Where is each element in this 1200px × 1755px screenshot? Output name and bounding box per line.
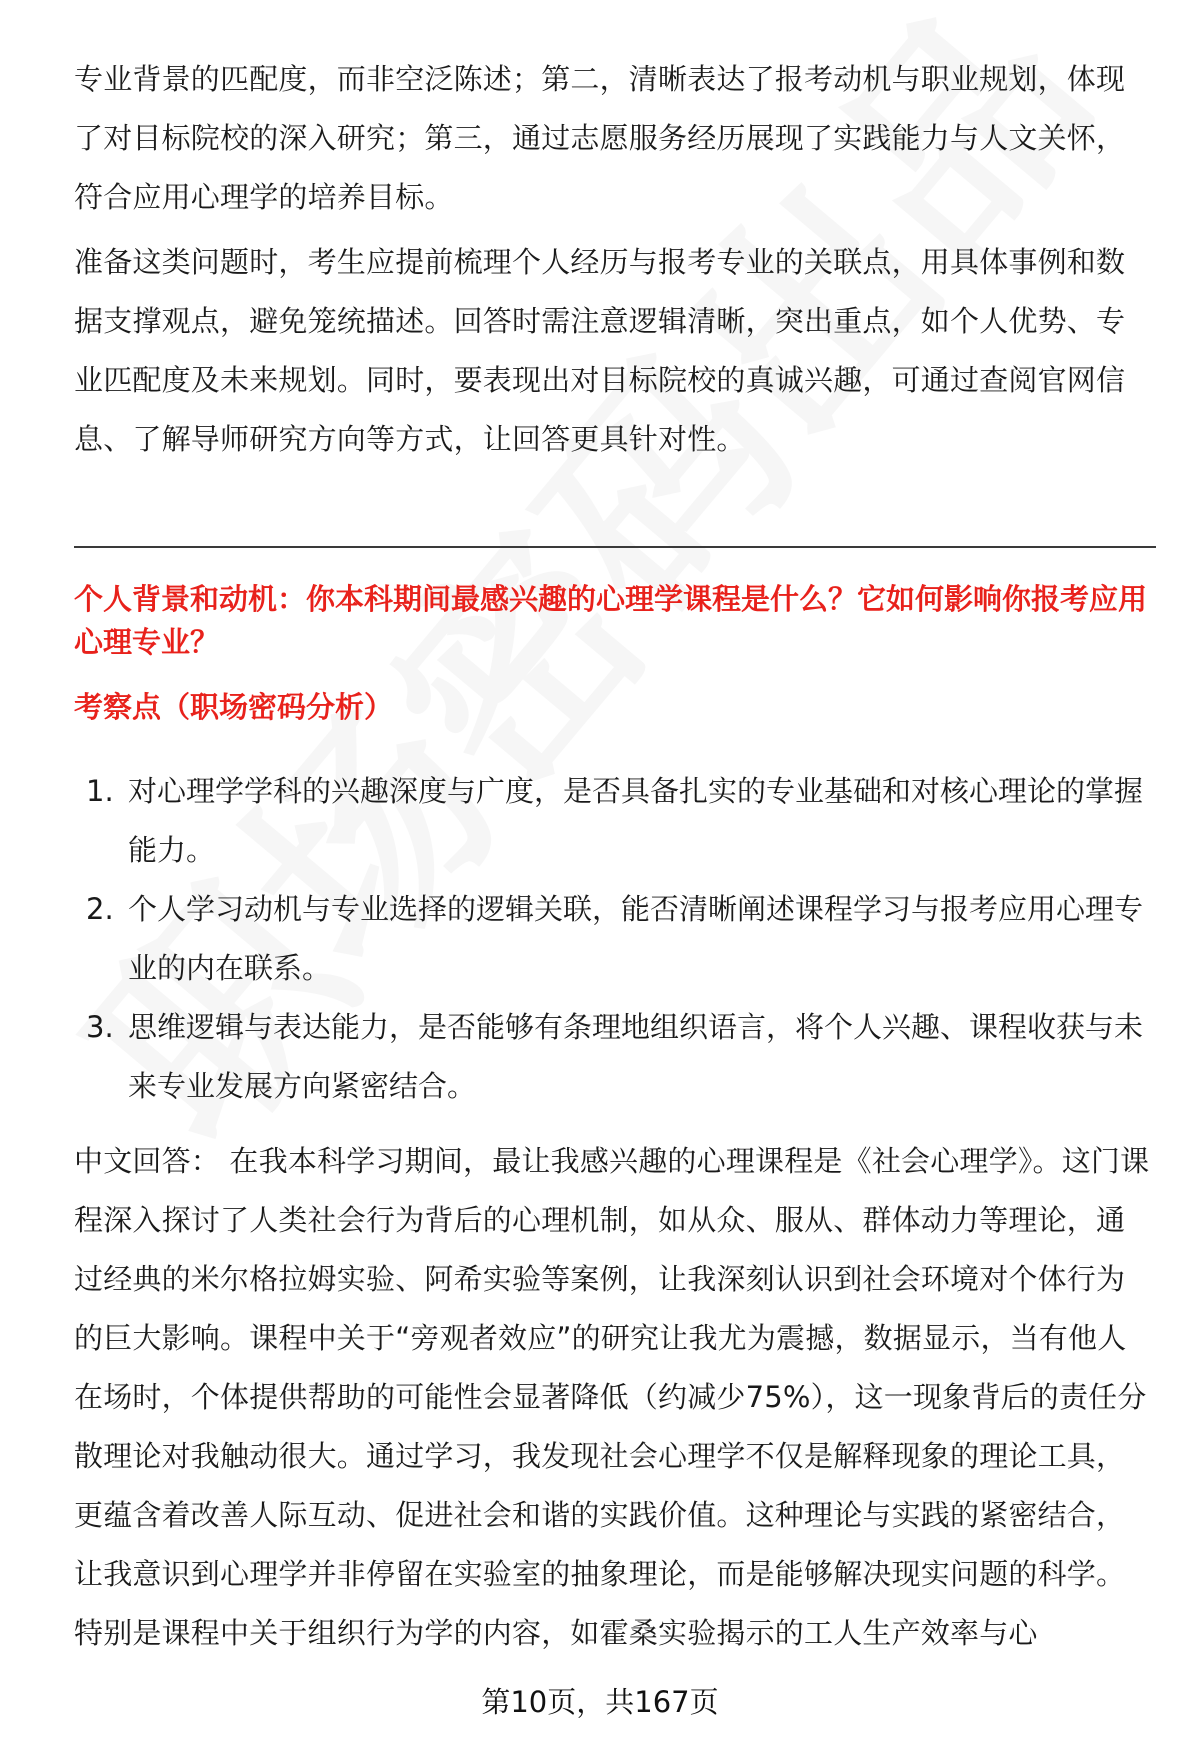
page-number-footer: 第10页，共167页	[481, 1685, 719, 1719]
section-divider	[74, 546, 1156, 548]
focus-heading: 考察点（职场密码分析）	[74, 690, 394, 724]
list-item-text: 思维逻辑与表达能力，是否能够有条理地组织语言，将个人兴趣、课程收获与未来专业发展方向紧密结合。	[128, 1010, 1144, 1103]
answer-paragraph: 中文回答： 在我本科学习期间，最让我感兴趣的心理课程是《社会心理学》。这门课程深入探讨了人类社会行为背后的心理机制，如从众、服从、群体动力等理论，通过经典的米尔格拉姆实验、阿希实验等案例，让我深刻认识到社会环境对个体行为的巨大影响。课程中关于“旁观者效应”的研究让我尤为震撼，数据显示，当有他人在场时，个体提供帮助的可能性会显著降低（约减少75%），这一现象背后的责任分散理论对我触动很大。通过学习，我发现社会心理学不仅是解释现象的理论工具，更蕴含着改善人际互动、促进社会和谐的实践价值。这种理论与实践的紧密结合，让我意识到心理学并非停留在实验室的抽象理论，而是能够解决现实问题的科学。特别是课程中关于组织行为学的内容，如霍桑实验揭示的工人生产效率与心	[74, 1144, 1150, 1650]
list-item	[74, 880, 1154, 998]
list-item-text: 对心理学学科的兴趣深度与广度，是否具备扎实的专业基础和对核心理论的掌握能力。	[128, 774, 1144, 867]
list-item	[74, 998, 1154, 1116]
paragraph-intro-continuation: 专业背景的匹配度，而非空泛陈述；第二，清晰表达了报考动机与职业规划，体现了对目标院校的深入研究；第三，通过志愿服务经历展现了实践能力与人文关怀，符合应用心理学的培养目标。	[74, 62, 1126, 214]
focus-points-list	[74, 762, 1154, 1116]
paragraph-preparation-advice: 准备这类问题时，考生应提前梳理个人经历与报考专业的关联点，用具体事例和数据支撑观点，避免笼统描述。回答时需注意逻辑清晰，突出重点，如个人优势、专业匹配度及未来规划。同时，要表现出对目标院校的真诚兴趣，可通过查阅官网信息、了解导师研究方向等方式，让回答更具针对性。	[74, 245, 1126, 456]
list-item	[74, 762, 1154, 880]
list-number: 1.	[86, 774, 114, 808]
list-number: 3.	[86, 1010, 114, 1044]
question-title: 个人背景和动机：你本科期间最感兴趣的心理学课程是什么？它如何影响你报考应用心理专业？	[74, 582, 1148, 659]
list-number: 2.	[86, 892, 114, 926]
list-item-text: 个人学习动机与专业选择的逻辑关联，能否清晰阐述课程学习与报考应用心理专业的内在联系。	[128, 892, 1144, 985]
